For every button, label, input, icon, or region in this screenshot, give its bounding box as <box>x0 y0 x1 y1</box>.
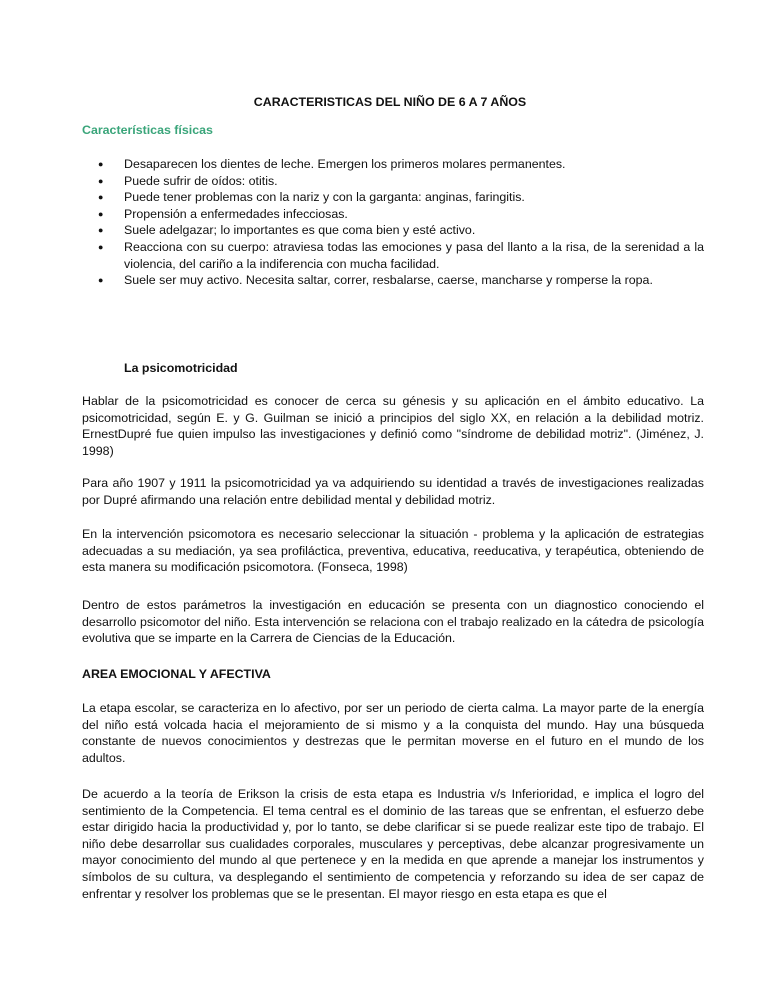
paragraph: En la intervención psicomotora es necesario seleccionar la situación - problema y la aplicación de estrategias adecuadas a su mediación, ya sea profiláctica, preventiva, educativa, reeducativa, y terapéutica, obteniendo de esta manera su modificación psicomotora. (Fonseca, 1998) <box>82 527 704 575</box>
list-item: ● Reacciona con su cuerpo: atraviesa todas las emociones y pasa del llanto a la risa, de la serenidad a la violencia, del cariño a la indiferencia con mucha facilidad. <box>82 239 704 272</box>
document-title: CARACTERISTICAS DEL NIÑO DE 6 A 7 AÑOS <box>253 95 527 109</box>
list-item: ● Puede tener problemas con la nariz y con la garganta: anginas, faringitis. <box>82 189 704 206</box>
paragraph: La etapa escolar, se caracteriza en lo afectivo, por ser un periodo de cierta calma. La mayor parte de la energía del niño está volcada hacia el mejoramiento de si mismo y a la conquista del mundo. Hay una búsqueda constante de nuevos conocimientos y destrezas que le permitan moverse en el futuro en el mundo de los adultos. <box>82 701 704 765</box>
bullet-list-physical <box>82 156 704 289</box>
list-item: ● Puede sufrir de oídos: otitis. <box>82 173 704 190</box>
list-item: ● Propensión a enfermedades infecciosas. <box>82 206 704 223</box>
paragraph: De acuerdo a la teoría de Erikson la crisis de esta etapa es Industria v/s Inferioridad, e implica el logro del sentimiento de la Competencia. El tema central es el dominio de las tareas que se enfrentan, el esfuerzo debe estar dirigido hacia la productividad y, por lo tanto, se debe clarificar si se puede realizar este tipo de trabajo. El niño debe desarrollar sus cualidades corporales, musculares y perceptivas, debe alcanzar progresivamente un mayor conocimiento del mundo al que pertenece y en la medida en que aprende a manejar los instrumentos y símbolos de su cultura, va desplegando el sentimiento de competencia y reforzando su idea de ser capaz de enfrentar y resolver los problemas que se le presentan. El mayor riesgo en esta etapa es que el <box>82 787 704 901</box>
list-item: ● Suele adelgazar; lo importantes es que coma bien y esté activo. <box>82 222 704 239</box>
list-item: ● Desaparecen los dientes de leche. Emergen los primeros molares permanentes. <box>82 156 704 173</box>
section-heading-emotional: AREA EMOCIONAL Y AFECTIVA <box>82 667 271 681</box>
paragraph: Para año 1907 y 1911 la psicomotricidad ya va adquiriendo su identidad a través de investigaciones realizadas por Dupré afirmando una relación entre debilidad mental y debilidad motriz. <box>82 476 704 507</box>
paragraph: Hablar de la psicomotricidad es conocer de cerca su génesis y su aplicación en el ámbito educativo. La psicomotricidad, según E. y G. Guilman se inició a principios del siglo XX, en relación a la debilidad motriz. ErnestDupré fue quien impulso las investigaciones y definió como "síndrome de debilidad motriz". (Jiménez, J. 1998) <box>82 394 704 458</box>
list-item: ● Suele ser muy activo. Necesita saltar, correr, resbalarse, caerse, mancharse y romperse la ropa. <box>82 272 704 289</box>
section-heading-psychomotricity: La psicomotricidad <box>124 361 238 375</box>
paragraph: Dentro de estos parámetros la investigación en educación se presenta con un diagnostico conociendo el desarrollo psicomotor del niño. Esta intervención se relaciona con el trabajo realizado en la cátedra de psicología evolutiva que se imparte en la Carrera de Ciencias de la Educación. <box>82 598 704 646</box>
section-heading-physical: Características físicas <box>82 123 213 137</box>
